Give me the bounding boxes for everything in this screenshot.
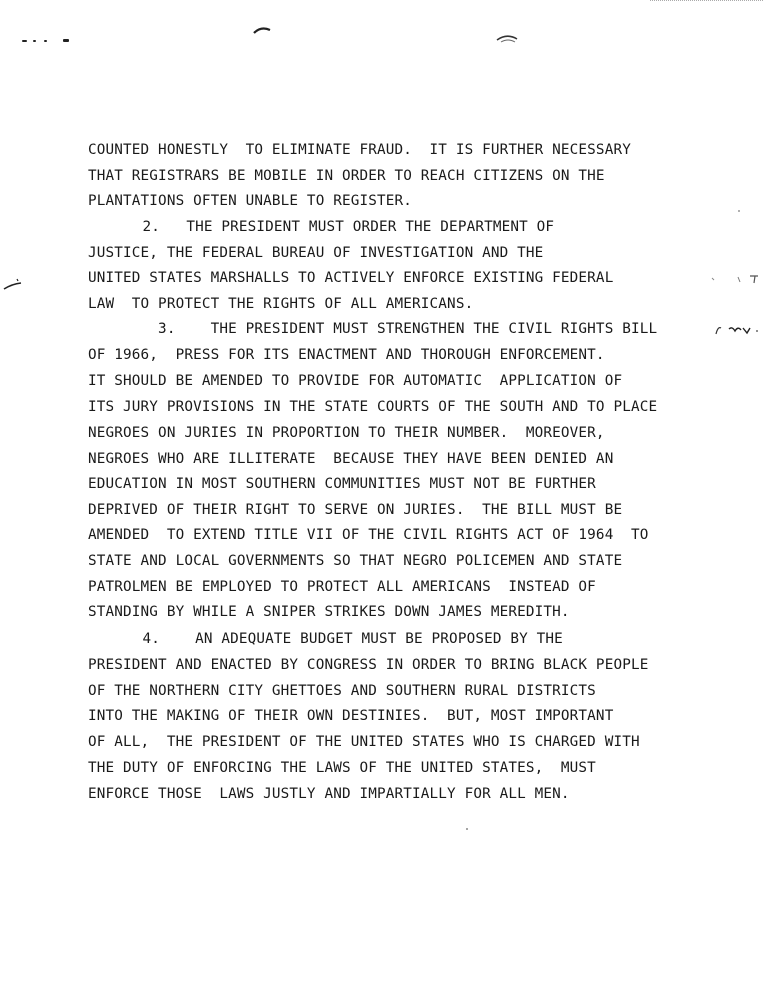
- text-line: 2. THE PRESIDENT MUST ORDER THE DEPARTMENT OF: [90, 219, 555, 235]
- scan-mark: [495, 32, 521, 44]
- text-line: STANDING BY WHILE A SNIPER STRIKES DOWN JAMES MEREDITH.: [88, 604, 570, 620]
- text-line: PLANTATIONS OFTEN UNABLE TO REGISTER.: [88, 193, 413, 209]
- text-line: STATE AND LOCAL GOVERNMENTS SO THAT NEGRO POLICEMEN AND STATE: [88, 553, 623, 569]
- text-line: JUSTICE, THE FEDERAL BUREAU OF INVESTIGATION AND THE: [88, 245, 544, 261]
- scan-mark: [33, 40, 36, 42]
- text-line: COUNTED HONESTLY TO ELIMINATE FRAUD. IT IS FURTHER NECESSARY: [88, 142, 631, 158]
- text-line: IT SHOULD BE AMENDED TO PROVIDE FOR AUTOMATIC APPLICATION OF: [88, 373, 623, 389]
- text-line: EDUCATION IN MOST SOUTHERN COMMUNITIES MUST NOT BE FURTHER: [88, 476, 596, 492]
- text-line: OF ALL, THE PRESIDENT OF THE UNITED STATES WHO IS CHARGED WITH: [88, 734, 640, 750]
- scan-mark: [650, 0, 763, 3]
- scan-mark: [712, 322, 762, 338]
- text-line: OF 1966, PRESS FOR ITS ENACTMENT AND THOROUGH ENFORCEMENT.: [88, 347, 605, 363]
- text-line: NEGROES WHO ARE ILLITERATE BECAUSE THEY HAVE BEEN DENIED AN: [88, 451, 614, 467]
- text-line: 3. THE PRESIDENT MUST STRENGTHEN THE CIVIL RIGHTS BILL: [88, 321, 658, 337]
- text-line: NEGROES ON JURIES IN PROPORTION TO THEIR NUMBER. MOREOVER,: [88, 425, 605, 441]
- scan-mark: [738, 210, 740, 212]
- scan-mark: [466, 828, 468, 830]
- scan-mark: [710, 272, 760, 286]
- text-line: ENFORCE THOSE LAWS JUSTLY AND IMPARTIALLY FOR ALL MEN.: [88, 786, 570, 802]
- text-line: DEPRIVED OF THEIR RIGHT TO SERVE ON JURIES. THE BILL MUST BE: [88, 502, 623, 518]
- scan-mark: [22, 40, 27, 42]
- text-line: THAT REGISTRARS BE MOBILE IN ORDER TO REACH CITIZENS ON THE: [88, 168, 605, 184]
- scan-mark: [44, 40, 47, 42]
- text-line: INTO THE MAKING OF THEIR OWN DESTINIES. BUT, MOST IMPORTANT: [88, 708, 614, 724]
- scan-mark: [252, 24, 272, 36]
- text-line: PATROLMEN BE EMPLOYED TO PROTECT ALL AMERICANS INSTEAD OF: [88, 579, 596, 595]
- text-line: AMENDED TO EXTEND TITLE VII OF THE CIVIL RIGHTS ACT OF 1964 TO: [88, 527, 649, 543]
- text-line: THE DUTY OF ENFORCING THE LAWS OF THE UNITED STATES, MUST: [88, 760, 596, 776]
- text-line: OF THE NORTHERN CITY GHETTOES AND SOUTHERN RURAL DISTRICTS: [88, 683, 596, 699]
- scan-mark: [63, 39, 69, 42]
- text-line: UNITED STATES MARSHALLS TO ACTIVELY ENFORCE EXISTING FEDERAL: [88, 270, 614, 286]
- text-line: 4. AN ADEQUATE BUDGET MUST BE PROPOSED BY THE: [90, 631, 563, 647]
- text-line: ITS JURY PROVISIONS IN THE STATE COURTS OF THE SOUTH AND TO PLACE: [88, 399, 658, 415]
- scan-mark: [2, 276, 24, 292]
- text-line: PRESIDENT AND ENACTED BY CONGRESS IN ORDER TO BRING BLACK PEOPLE: [88, 657, 649, 673]
- text-line: LAW TO PROTECT THE RIGHTS OF ALL AMERICANS.: [88, 296, 474, 312]
